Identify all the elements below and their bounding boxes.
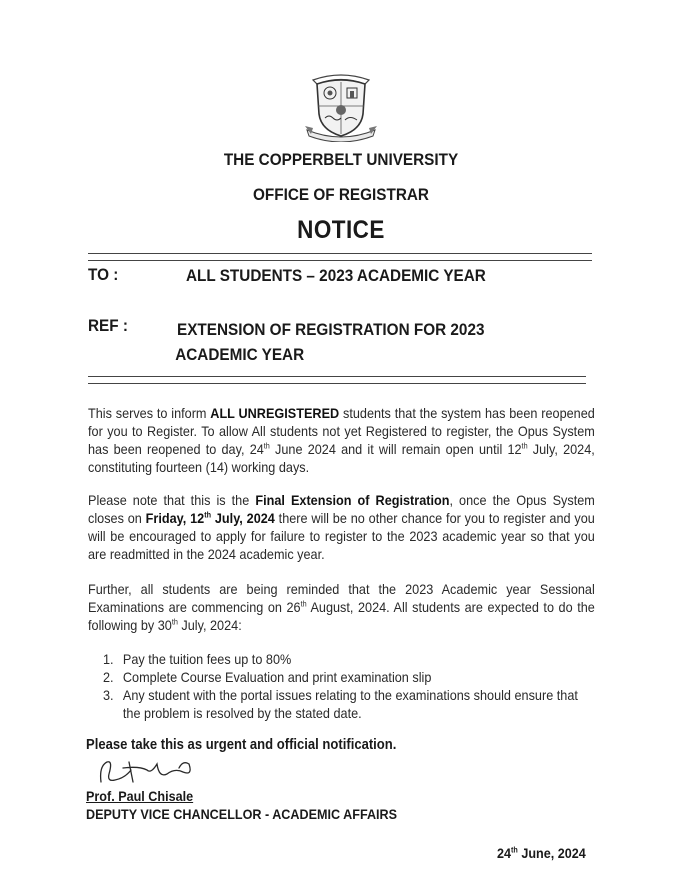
closing-statement: Please take this as urgent and official notification. xyxy=(86,737,397,753)
paragraph-examinations: Further, all students are being reminded that the 2023 Academic year Sessional Examinations are commencing on 26th August, 2024. All students are expected to do the following by 30th July, 2024: xyxy=(88,581,595,633)
list-item: 2. Complete Course Evaluation and print examination slip xyxy=(103,669,432,685)
signature-image xyxy=(95,752,205,792)
paragraph-reopening: This serves to inform ALL UNREGISTERED students that the system has been reopened for you to Register. To allow All students not yet Registered to register, the Opus System has been reopened to day, 24th June 2024 and it will remain open until 12th July, 2024, constituting fourteen (14) working days. xyxy=(88,405,595,475)
university-crest-logo xyxy=(303,70,379,142)
signatory-title: DEPUTY VICE CHANCELLOR - ACADEMIC AFFAIRS xyxy=(86,806,398,822)
university-name: THE COPPERBELT UNIVERSITY xyxy=(223,150,459,169)
to-value: ALL STUDENTS – 2023 ACADEMIC YEAR xyxy=(186,266,486,285)
requirements-list xyxy=(103,650,592,722)
double-rule-bottom xyxy=(88,376,586,384)
ref-line-2: ACADEMIC YEAR xyxy=(175,345,305,364)
ref-value xyxy=(177,317,484,367)
to-label: TO : xyxy=(88,265,119,284)
list-item: 1. Pay the tuition fees up to 80% xyxy=(103,651,292,667)
notice-heading: NOTICE xyxy=(297,216,385,244)
ref-line-1: EXTENSION OF REGISTRATION FOR 2023 xyxy=(177,320,485,339)
office-name: OFFICE OF REGISTRAR xyxy=(253,185,429,204)
ref-label: REF : xyxy=(88,316,128,335)
signatory-name: Prof. Paul Chisale xyxy=(86,788,194,804)
double-rule-top xyxy=(88,253,592,261)
paragraph-final-extension: Please note that this is the Final Extension of Registration, once the Opus System closes on Friday, 12th July, 2024 there will be no other chance for you to register and you will be encouraged to apply for failure to register to the 2023 academic year so that you are readmitted in the 2024 academic year. xyxy=(88,492,595,562)
list-item: 3. Any student with the portal issues relating to the examinations should ensure that the problem is resolved by the stated date. xyxy=(103,687,578,721)
notice-date: 24th June, 2024 xyxy=(497,845,586,861)
